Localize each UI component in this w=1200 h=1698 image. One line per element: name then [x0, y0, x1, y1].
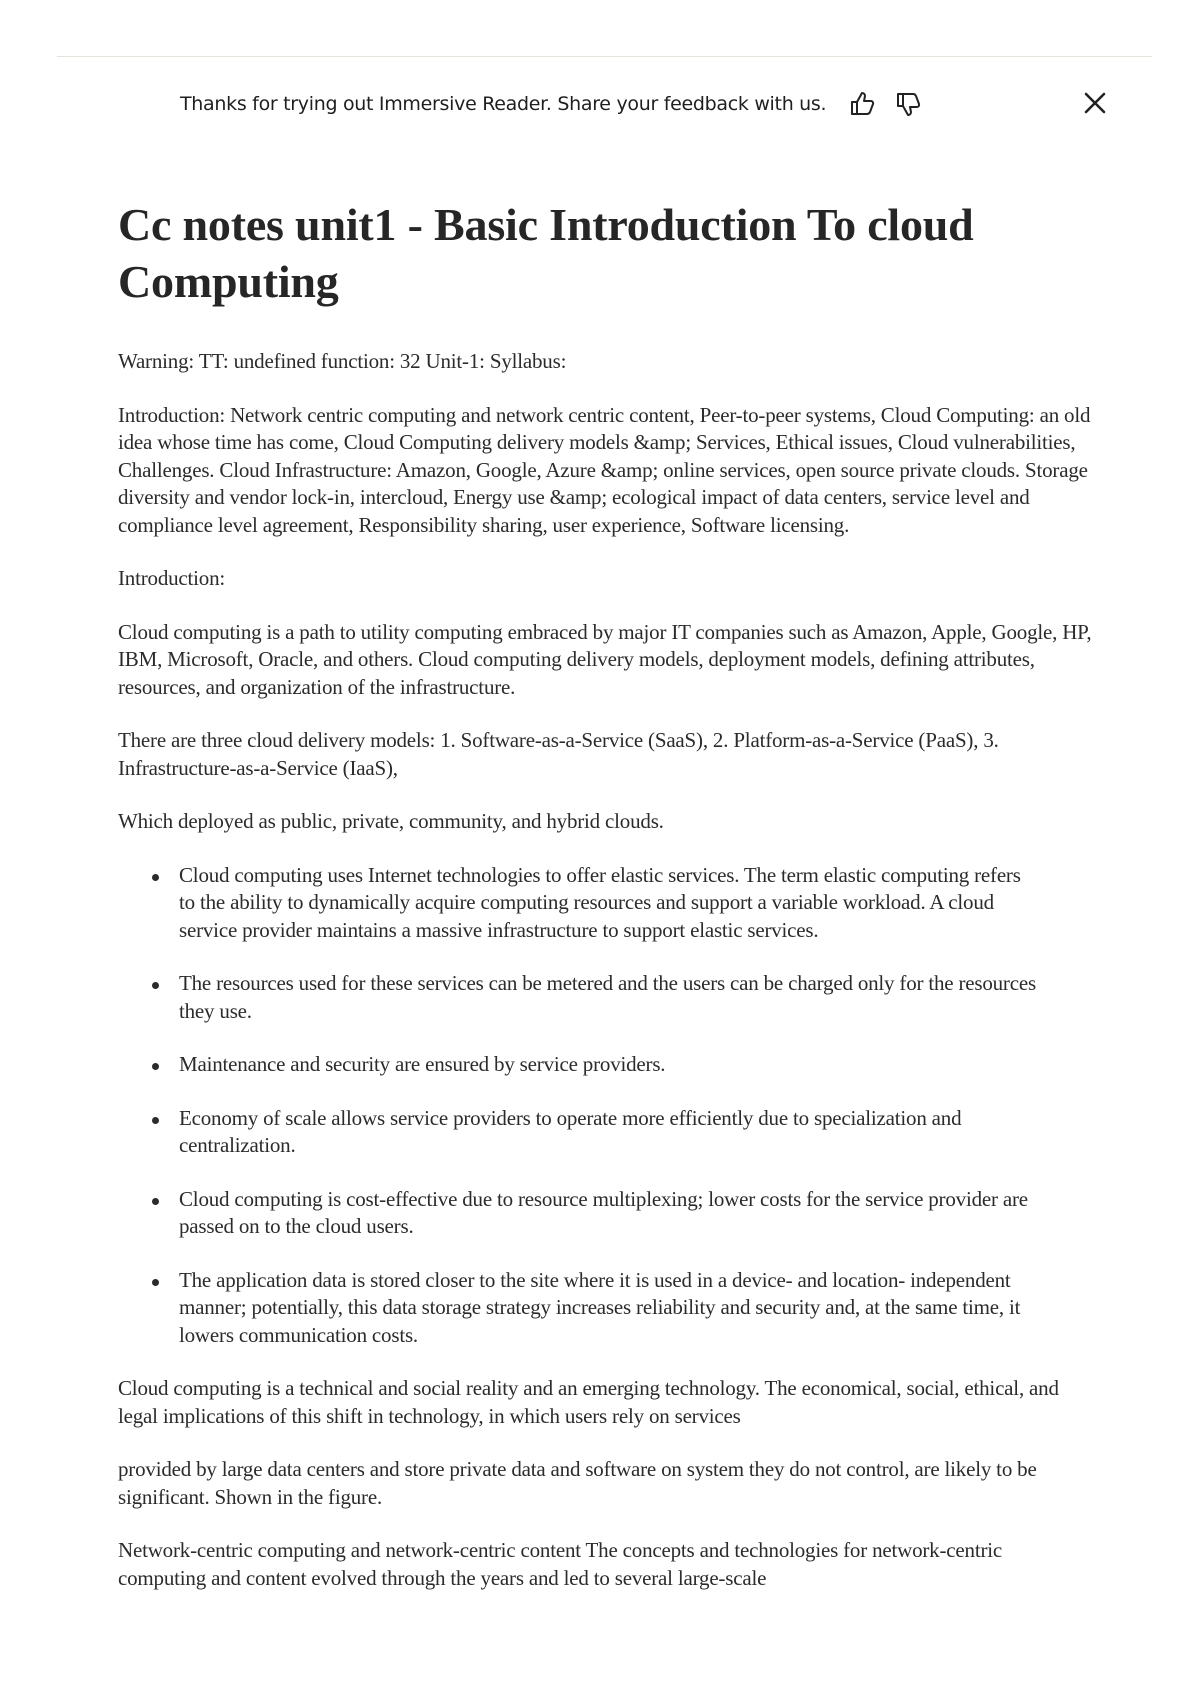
bullet-list: [118, 862, 1093, 1350]
list-item: Maintenance and security are ensured by service providers.: [179, 1051, 1039, 1079]
paragraph-introduction-heading: Introduction:: [118, 566, 226, 590]
list-item: Cloud computing uses Internet technologies to offer elastic services. The term elastic computing refers to the ability to dynamically acquire computing resources and support a variable workload. A cloud service provider maintains a massive infrastructure to support elastic services.: [179, 862, 1039, 945]
list-item: Economy of scale allows service providers to operate more efficiently due to specialization and centralization.: [179, 1105, 1039, 1160]
list-item: Cloud computing is cost-effective due to resource multiplexing; lower costs for the service provider are passed on to the cloud users.: [179, 1186, 1039, 1241]
close-icon: [1083, 91, 1107, 115]
thumbs-down-icon[interactable]: [892, 88, 924, 120]
list-item: The application data is stored closer to the site where it is used in a device- and location- independent manner; potentially, this data storage strategy increases reliability and security and, at the same time, it lowers communication costs.: [179, 1267, 1039, 1350]
paragraph-deployment: Which deployed as public, private, community, and hybrid clouds.: [118, 809, 664, 833]
feedback-message: Thanks for trying out Immersive Reader. Share your feedback with us.: [180, 93, 827, 115]
bottom-cutoff: [0, 1655, 1200, 1698]
paragraph-cloud-computing-definition: Cloud computing is a path to utility computing embraced by major IT companies such as Amazon, Apple, Google, HP, IBM, Microsoft, Oracle, and others. Cloud computing delivery models, deployment models, defining attributes, resources, and organization of the infrastructure.: [118, 619, 1092, 699]
paragraph-social-reality: Cloud computing is a technical and social reality and an emerging technology. The economical, social, ethical, and legal implications of this shift in technology, in which users rely on services: [118, 1376, 1059, 1428]
reader-content: [118, 196, 1093, 1618]
paragraph-delivery-models: There are three cloud delivery models: 1. Software-as-a-Service (SaaS), 2. Platform-as-a-Service (PaaS), 3. Infrastructure-as-a-Service (IaaS),: [118, 728, 999, 780]
paragraph-data-centers: provided by large data centers and store private data and software on system they do not control, are likely to be significant. Shown in the figure.: [118, 1457, 1037, 1509]
feedback-bar: [180, 86, 924, 122]
thumbs-up-icon[interactable]: [846, 88, 878, 120]
paragraph-network-centric: Network-centric computing and network-centric content The concepts and technologies for network-centric computing and content evolved through the years and led to several large-scale: [118, 1538, 1002, 1590]
close-button[interactable]: [1078, 86, 1112, 120]
paragraph-warning: Warning: TT: undefined function: 32 Unit-1: Syllabus:: [118, 349, 567, 373]
document-title: Cc notes unit1 - Basic Introduction To cloud Computing: [118, 199, 974, 307]
top-divider: [57, 56, 1152, 57]
list-item: The resources used for these services can be metered and the users can be charged only for the resources they use.: [179, 970, 1039, 1025]
paragraph-syllabus: Introduction: Network centric computing and network centric content, Peer-to-peer systems, Cloud Computing: an old idea whose time has come, Cloud Computing delivery models &amp; Services, Ethical issues, Cloud vulnerabilities, Challenges. Cloud Infrastructure: Amazon, Google, Azure &amp; online services, open source private clouds. Storage diversity and vendor lock-in, intercloud, Energy use &amp; ecological impact of data centers, service level and compliance level agreement, Responsibility sharing, user experience, Software licensing.: [118, 402, 1091, 537]
